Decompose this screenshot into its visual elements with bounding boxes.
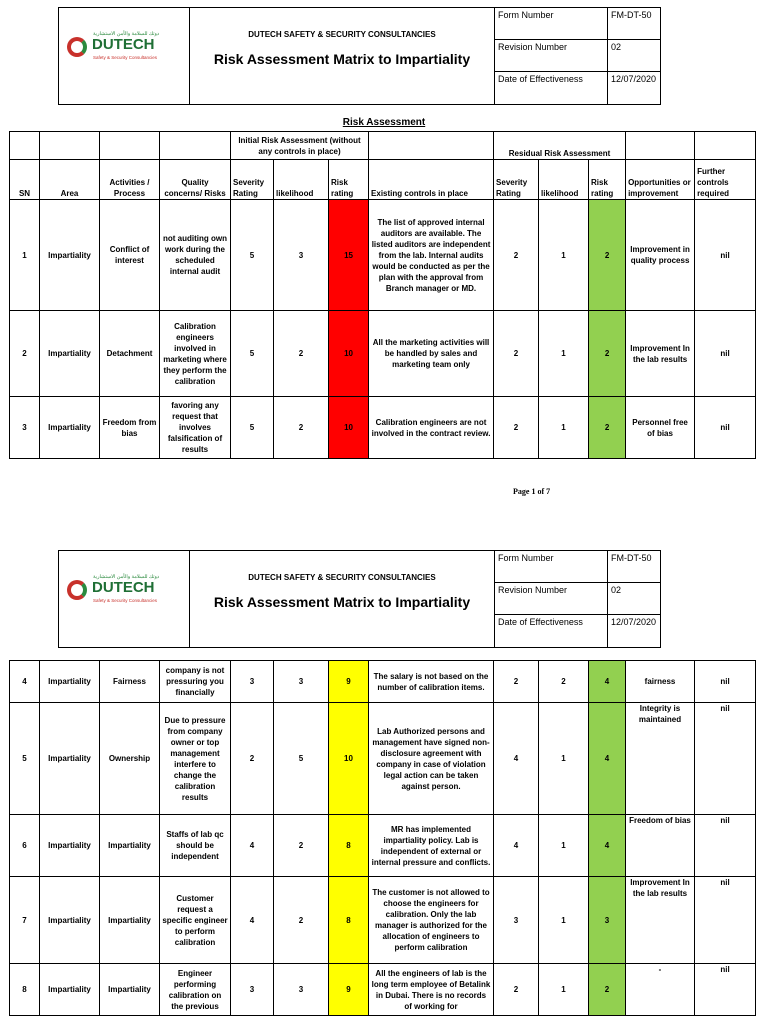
row-residual-likelihood: 1 xyxy=(539,397,589,459)
row-sn: 4 xyxy=(10,661,40,703)
row-sn: 1 xyxy=(10,200,40,311)
row-activity: Freedom from bias xyxy=(100,397,160,459)
row-concern: Staffs of lab qc should be independent xyxy=(160,815,231,877)
col-area: Area xyxy=(40,160,100,200)
row-residual-likelihood: 1 xyxy=(539,964,589,1016)
form-number-label: Form Number xyxy=(495,551,608,583)
row-concern: favoring any request that involves falsification of results xyxy=(160,397,231,459)
row-residual-risk-rating: 4 xyxy=(589,815,626,877)
table-row xyxy=(10,703,756,815)
page-number: Page 1 of 7 xyxy=(513,487,551,496)
col-sn: SN xyxy=(10,160,40,200)
row-severity: 4 xyxy=(231,815,274,877)
title-cell xyxy=(190,8,495,105)
row-severity: 4 xyxy=(231,877,274,964)
logo-mark-icon xyxy=(67,580,87,600)
row-concern: Calibration engineers involved in marketing where they perform the calibration xyxy=(160,311,231,397)
row-further-controls: nil xyxy=(695,964,756,1016)
row-residual-likelihood: 2 xyxy=(539,661,589,703)
row-residual-likelihood: 1 xyxy=(539,815,589,877)
company-logo xyxy=(67,31,187,71)
revision-number-value: 02 xyxy=(608,40,661,72)
row-area: Impartiality xyxy=(40,964,100,1016)
row-residual-severity: 3 xyxy=(494,877,539,964)
header-blank xyxy=(695,132,756,160)
header-blank xyxy=(369,132,494,160)
row-further-controls: nil xyxy=(695,703,756,815)
row-concern: Engineer performing calibration on the previous xyxy=(160,964,231,1016)
row-opportunity: Integrity is maintained xyxy=(626,703,695,815)
row-existing-controls: The list of approved internal auditors are available. The listed auditors are independent from the lab. Internal audits would be conducted as per the plan with the approval from Branch manager or MD. xyxy=(369,200,494,311)
row-likelihood: 3 xyxy=(274,964,329,1016)
row-activity: Impartiality xyxy=(100,964,160,1016)
row-residual-risk-rating: 2 xyxy=(589,964,626,1016)
row-existing-controls: All the engineers of lab is the long term employee of Betalink in Dubai. There is no records of working for xyxy=(369,964,494,1016)
table-row xyxy=(10,877,756,964)
row-residual-severity: 2 xyxy=(494,397,539,459)
row-residual-likelihood: 1 xyxy=(539,703,589,815)
form-number-label: Form Number xyxy=(495,8,608,40)
row-opportunity: Improvement In the lab results xyxy=(626,877,695,964)
row-existing-controls: The salary is not based on the number of calibration items. xyxy=(369,661,494,703)
document-header-page2 xyxy=(58,550,661,648)
row-activity: Detachment xyxy=(100,311,160,397)
row-concern: Customer request a specific engineer to perform calibration xyxy=(160,877,231,964)
logo-name: DUTECH xyxy=(92,579,155,596)
row-likelihood: 2 xyxy=(274,815,329,877)
row-severity: 3 xyxy=(231,964,274,1016)
revision-number-value: 02 xyxy=(608,583,661,615)
form-number-value: FM-DT-50 xyxy=(608,551,661,583)
company-name: DUTECH SAFETY & SECURITY CONSULTANCIES xyxy=(248,573,436,582)
table-row xyxy=(10,815,756,877)
col-opportunities: Opportunities or improvement xyxy=(626,160,695,200)
table-row xyxy=(10,661,756,703)
row-concern: company is not pressuring you financially xyxy=(160,661,231,703)
row-risk-rating: 10 xyxy=(329,397,369,459)
col-activities: Activities / Process xyxy=(100,160,160,200)
date-effectiveness-value: 12/07/2020 xyxy=(608,72,661,105)
row-risk-rating: 10 xyxy=(329,703,369,815)
row-likelihood: 3 xyxy=(274,661,329,703)
row-sn: 3 xyxy=(10,397,40,459)
row-opportunity: Improvement in quality process xyxy=(626,200,695,311)
logo-arabic-text: دوتك للسلامة والأمن الاستشارية xyxy=(93,31,160,37)
row-sn: 2 xyxy=(10,311,40,397)
row-concern: Due to pressure from company owner or top management interfere to change the calibration results xyxy=(160,703,231,815)
col-residual-risk: Risk rating xyxy=(589,160,626,200)
row-area: Impartiality xyxy=(40,397,100,459)
row-sn: 7 xyxy=(10,877,40,964)
risk-table-page1 xyxy=(9,131,756,459)
row-further-controls: nil xyxy=(695,397,756,459)
row-risk-rating: 9 xyxy=(329,661,369,703)
document-title: Risk Assessment Matrix to Impartiality xyxy=(213,594,471,610)
row-sn: 5 xyxy=(10,703,40,815)
row-risk-rating: 10 xyxy=(329,311,369,397)
col-severity: Severity Rating xyxy=(231,160,274,200)
logo-cell xyxy=(59,551,190,648)
col-existing-controls: Existing controls in place xyxy=(369,160,494,200)
header-blank xyxy=(160,132,231,160)
row-area: Impartiality xyxy=(40,311,100,397)
row-likelihood: 5 xyxy=(274,703,329,815)
document-title: Risk Assessment Matrix to Impartiality xyxy=(213,51,471,67)
logo-arabic-text: دوتك للسلامة والأمن الاستشارية xyxy=(93,574,160,580)
row-activity: Fairness xyxy=(100,661,160,703)
row-severity: 5 xyxy=(231,200,274,311)
row-further-controls: nil xyxy=(695,200,756,311)
form-number-value: FM-DT-50 xyxy=(608,8,661,40)
header-blank xyxy=(10,132,40,160)
row-residual-risk-rating: 2 xyxy=(589,311,626,397)
col-further-controls: Further controls required xyxy=(695,160,756,200)
col-likelihood: likelihood xyxy=(274,160,329,200)
row-residual-risk-rating: 3 xyxy=(589,877,626,964)
col-quality-concerns: Quality concerns/ Risks xyxy=(160,160,231,200)
company-name: DUTECH SAFETY & SECURITY CONSULTANCIES xyxy=(248,30,436,39)
section-title: Risk Assessment xyxy=(342,117,426,128)
residual-assessment-header: Residual Risk Assessment xyxy=(494,132,626,160)
row-residual-risk-rating: 2 xyxy=(589,397,626,459)
logo-cell xyxy=(59,8,190,105)
row-existing-controls: Calibration engineers are not involved in the contract review. xyxy=(369,397,494,459)
row-residual-likelihood: 1 xyxy=(539,311,589,397)
revision-number-label: Revision Number xyxy=(495,40,608,72)
row-residual-severity: 2 xyxy=(494,200,539,311)
initial-assessment-header: Initial Risk Assessment (without any controls in place) xyxy=(231,132,369,160)
row-severity: 3 xyxy=(231,661,274,703)
row-severity: 2 xyxy=(231,703,274,815)
date-effectiveness-label: Date of Effectiveness xyxy=(495,615,608,648)
logo-subtitle: Safety & Security Consultancies xyxy=(93,598,158,603)
col-residual-severity: Severity Rating xyxy=(494,160,539,200)
row-residual-likelihood: 1 xyxy=(539,877,589,964)
row-further-controls: nil xyxy=(695,311,756,397)
row-opportunity: fairness xyxy=(626,661,695,703)
row-sn: 6 xyxy=(10,815,40,877)
row-area: Impartiality xyxy=(40,703,100,815)
row-activity: Conflict of interest xyxy=(100,200,160,311)
risk-table-page2 xyxy=(9,660,756,1016)
row-residual-severity: 2 xyxy=(494,964,539,1016)
company-logo xyxy=(67,574,187,614)
row-concern: not auditing own work during the scheduled internal audit xyxy=(160,200,231,311)
row-opportunity: Improvement In the lab results xyxy=(626,311,695,397)
row-risk-rating: 15 xyxy=(329,200,369,311)
row-area: Impartiality xyxy=(40,200,100,311)
row-residual-risk-rating: 2 xyxy=(589,200,626,311)
row-further-controls: nil xyxy=(695,815,756,877)
row-residual-likelihood: 1 xyxy=(539,200,589,311)
logo-name: DUTECH xyxy=(92,36,155,53)
row-activity: Impartiality xyxy=(100,815,160,877)
row-opportunity: - xyxy=(626,964,695,1016)
title-cell xyxy=(190,551,495,648)
row-activity: Ownership xyxy=(100,703,160,815)
row-existing-controls: Lab Authorized persons and management have signed non- disclosure agreement with company in case of violation legal action can be taken against person. xyxy=(369,703,494,815)
row-existing-controls: All the marketing activities will be handled by sales and marketing team only xyxy=(369,311,494,397)
row-residual-severity: 4 xyxy=(494,703,539,815)
table-row xyxy=(10,397,756,459)
row-residual-risk-rating: 4 xyxy=(589,661,626,703)
row-area: Impartiality xyxy=(40,815,100,877)
col-risk-rating: Risk rating xyxy=(329,160,369,200)
row-existing-controls: The customer is not allowed to choose the engineers for calibration. Only the lab manager is authorized for the allocation of engineers to perform calibration xyxy=(369,877,494,964)
row-risk-rating: 8 xyxy=(329,815,369,877)
document-header xyxy=(58,7,661,105)
row-severity: 5 xyxy=(231,311,274,397)
col-residual-likelihood: likelihood xyxy=(539,160,589,200)
logo-subtitle: Safety & Security Consultancies xyxy=(93,55,158,60)
row-area: Impartiality xyxy=(40,661,100,703)
logo-mark-icon xyxy=(67,37,87,57)
row-existing-controls: MR has implemented impartiality policy. Lab is independent of external or internal pressure and conflicts. xyxy=(369,815,494,877)
table-row xyxy=(10,200,756,311)
row-residual-severity: 2 xyxy=(494,661,539,703)
row-residual-severity: 4 xyxy=(494,815,539,877)
row-further-controls: nil xyxy=(695,661,756,703)
row-likelihood: 2 xyxy=(274,311,329,397)
row-area: Impartiality xyxy=(40,877,100,964)
row-likelihood: 3 xyxy=(274,200,329,311)
row-likelihood: 2 xyxy=(274,877,329,964)
row-risk-rating: 8 xyxy=(329,877,369,964)
row-opportunity: Personnel free of bias xyxy=(626,397,695,459)
row-opportunity: Freedom of bias xyxy=(626,815,695,877)
row-risk-rating: 9 xyxy=(329,964,369,1016)
table-row xyxy=(10,311,756,397)
header-blank xyxy=(40,132,100,160)
date-effectiveness-label: Date of Effectiveness xyxy=(495,72,608,105)
row-sn: 8 xyxy=(10,964,40,1016)
row-likelihood: 2 xyxy=(274,397,329,459)
table-row xyxy=(10,964,756,1016)
header-blank xyxy=(100,132,160,160)
row-residual-severity: 2 xyxy=(494,311,539,397)
date-effectiveness-value: 12/07/2020 xyxy=(608,615,661,648)
row-activity: Impartiality xyxy=(100,877,160,964)
revision-number-label: Revision Number xyxy=(495,583,608,615)
column-header-row xyxy=(10,160,756,200)
row-further-controls: nil xyxy=(695,877,756,964)
row-severity: 5 xyxy=(231,397,274,459)
header-blank xyxy=(626,132,695,160)
row-residual-risk-rating: 4 xyxy=(589,703,626,815)
